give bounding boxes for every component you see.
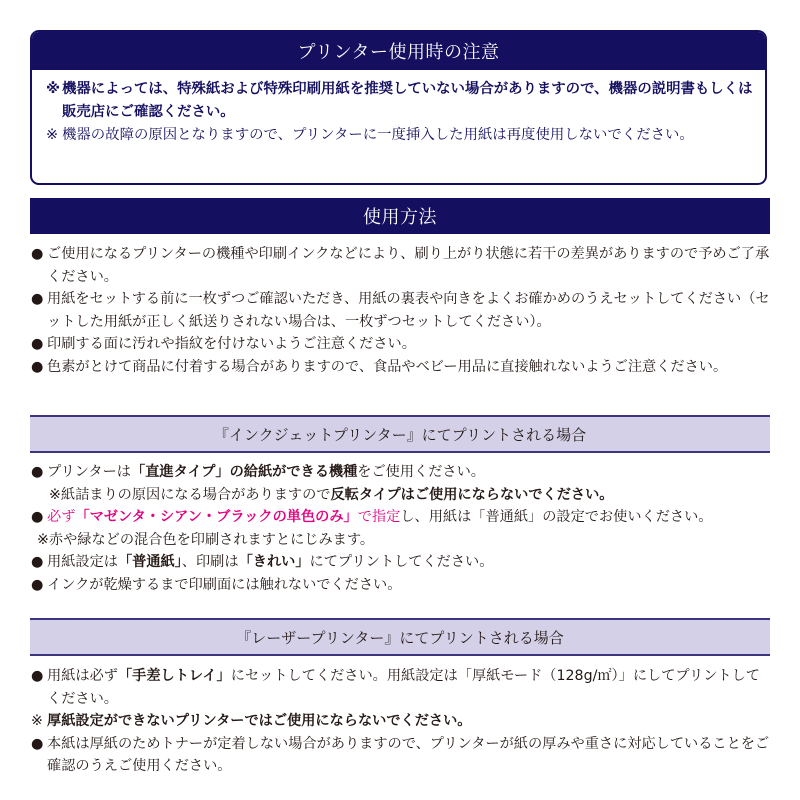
emphasis-text: 「手差しトレイ」: [117, 668, 231, 684]
list-item: [31, 461, 771, 484]
list-item-text: にセットしてください。用紙設定は「厚紙モード（128g/㎡）」にしてプリントしてください。: [47, 668, 760, 707]
laser-section-title: 『レーザープリンター』にてプリントされる場合: [30, 618, 770, 656]
reference-mark-icon: ※: [46, 127, 59, 143]
list-item: [31, 665, 771, 710]
list-item-text: にてプリントしてください。: [309, 554, 494, 570]
reference-mark-icon: ※: [46, 81, 60, 97]
list-item: [31, 506, 771, 529]
list-item-text: 用紙設定は: [47, 554, 118, 570]
emphasis-text: 厚紙設定ができないプリンターではご使用にならないでください。: [47, 713, 472, 729]
laser-list: [31, 665, 771, 778]
list-item-text: 本紙は厚紙のためトナーが定着しない場合がありますので、プリンターが紙の厚みや重さに対応していることをご確認のうえご使用ください。: [47, 735, 770, 774]
highlight-text: で指定: [357, 509, 401, 525]
list-item: [31, 551, 771, 574]
list-item: [31, 243, 771, 288]
caution-text: 機器によっては、特殊紙および特殊印刷用紙を推奨していない場合がありますので、機器の説明書もしくは販売店にご確認ください。: [62, 81, 753, 120]
list-item-text: し、用紙は「普通紙」の設定でお使いください。: [400, 509, 713, 525]
bullet-icon: ●: [31, 464, 44, 480]
reference-mark-icon: ※: [31, 713, 43, 729]
note-line: [31, 710, 771, 733]
bullet-icon: ●: [31, 576, 44, 593]
list-item: [31, 574, 771, 597]
note-text: ※赤や緑などの混合色を印刷されますとにじみます。: [37, 531, 375, 548]
bullet-icon: ●: [31, 358, 44, 375]
note-text: ※紙詰まりの原因になる場合がありますので: [49, 486, 331, 503]
caution-text: 機器の故障の原因となりますので、プリンターに一度挿入した用紙は再度使用しないでください。: [62, 127, 694, 143]
list-item: [31, 333, 771, 356]
list-item-text: 用紙は必ず: [47, 668, 118, 684]
note-line: [31, 529, 771, 552]
inkjet-section-title: 『インクジェットプリンター』にてプリントされる場合: [30, 415, 770, 453]
list-item-text: 、印刷は: [181, 554, 239, 570]
list-item-text: 色素がとけて商品に付着する場合がありますので、食品やベビー用品に直接触れないようご注意ください。: [47, 358, 728, 375]
printer-caution-body: [32, 70, 765, 147]
note-line: [31, 484, 771, 507]
list-item: [31, 733, 771, 778]
highlight-text: 必ず: [47, 509, 76, 525]
caution-line-special-paper: [46, 78, 765, 124]
usage-section-title: 使用方法: [30, 198, 770, 234]
emphasis-text: 「直進タイプ」の給紙ができる機種: [131, 464, 358, 480]
printer-caution-card: [30, 30, 767, 185]
emphasis-text: 「普通紙」: [117, 554, 182, 570]
inkjet-list: [31, 461, 771, 596]
list-item-text: をご使用ください。: [357, 464, 485, 480]
emphasis-text: 「きれい」: [238, 554, 310, 570]
bullet-icon: ●: [31, 291, 44, 307]
list-item-text: 用紙をセットする前に一枚ずつご確認いただき、用紙の裏表や向きをよくお確かめのうえセットしてください（セットした用紙が正しく紙送りされない場合は、一枚ずつセットしてください）。: [47, 291, 770, 330]
list-item-text: プリンターは: [47, 464, 131, 480]
bullet-icon: ●: [31, 554, 44, 570]
bullet-icon: ●: [31, 509, 44, 525]
usage-list: [31, 243, 771, 378]
list-item: [31, 288, 771, 333]
printer-caution-title: プリンター使用時の注意: [32, 32, 765, 70]
list-item-text: インクが乾燥するまで印刷面には触れないでください。: [47, 576, 402, 593]
bullet-icon: ●: [31, 735, 44, 752]
caution-line-reuse: [46, 124, 765, 147]
bullet-icon: ●: [31, 246, 44, 262]
list-item-text: 印刷する面に汚れや指紋を付けないようご注意ください。: [47, 336, 416, 352]
highlight-emphasis-text: 「マゼンタ・シアン・ブラックの単色のみ」: [75, 509, 358, 525]
bullet-icon: ●: [31, 668, 44, 684]
list-item: [31, 356, 771, 379]
bullet-icon: ●: [31, 336, 44, 352]
emphasis-text: 反転タイプはご使用にならないでください。: [330, 486, 614, 503]
list-item-text: ご使用になるプリンターの機種や印刷インクなどにより、刷り上がり状態に若干の差異がありますので予めご了承ください。: [47, 246, 770, 285]
